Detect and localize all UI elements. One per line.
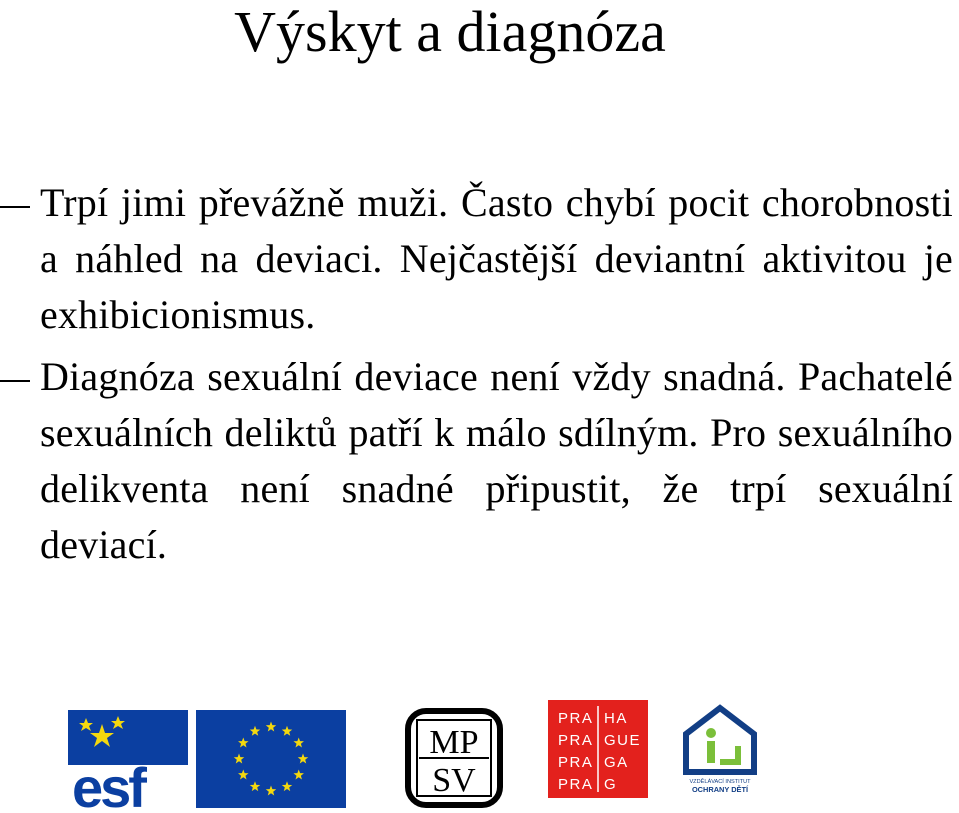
praha-logo-icon xyxy=(548,700,648,798)
praha-text-r1a: PRA xyxy=(558,710,594,727)
praha-text-r3b: GA xyxy=(604,754,629,771)
dash-bullet-icon xyxy=(0,380,30,382)
bullet-text: Diagnóza sexuální deviace není vždy snadná. Pachatelé sexuálních deliktů patří k málo sdílným. Pro sexuálního delikventa není snadné připustit, že trpí sexuální deviací. xyxy=(40,354,953,567)
bullet-list xyxy=(0,175,959,579)
logo-strip xyxy=(0,696,959,813)
bullet-item xyxy=(0,349,959,573)
praha-text-r4b: G xyxy=(604,776,618,793)
esf-logo-icon xyxy=(68,710,188,810)
bullet-item xyxy=(0,175,959,343)
eu-flag-icon xyxy=(196,710,346,808)
vudod-line2-text: OCHRANY DĚTÍ xyxy=(691,785,749,794)
praha-text-r3a: PRA xyxy=(558,754,594,771)
praha-text-r4a: PRA xyxy=(558,776,594,793)
page-title: Výskyt a diagnóza xyxy=(234,0,666,64)
mpsv-logo-icon xyxy=(405,708,503,808)
praha-text-r2b: GUE xyxy=(604,732,642,749)
vudod-line1-text: VZDĚLÁVACÍ INSTITUT xyxy=(689,779,751,785)
praha-text-r2a: PRA xyxy=(558,732,594,749)
esf-logo-text: esf xyxy=(72,756,144,810)
dash-bullet-icon xyxy=(0,206,30,208)
bullet-text: Trpí jimi převážně muži. Často chybí pocit chorobnosti a náhled na deviaci. Nejčastější deviantní aktivitou je exhibicionismus. xyxy=(40,180,953,337)
mpsv-top-text: MP xyxy=(429,724,479,761)
house-logo-icon xyxy=(680,704,760,796)
praha-text-r1b: HA xyxy=(604,710,628,727)
mpsv-bottom-text: SV xyxy=(432,762,476,799)
